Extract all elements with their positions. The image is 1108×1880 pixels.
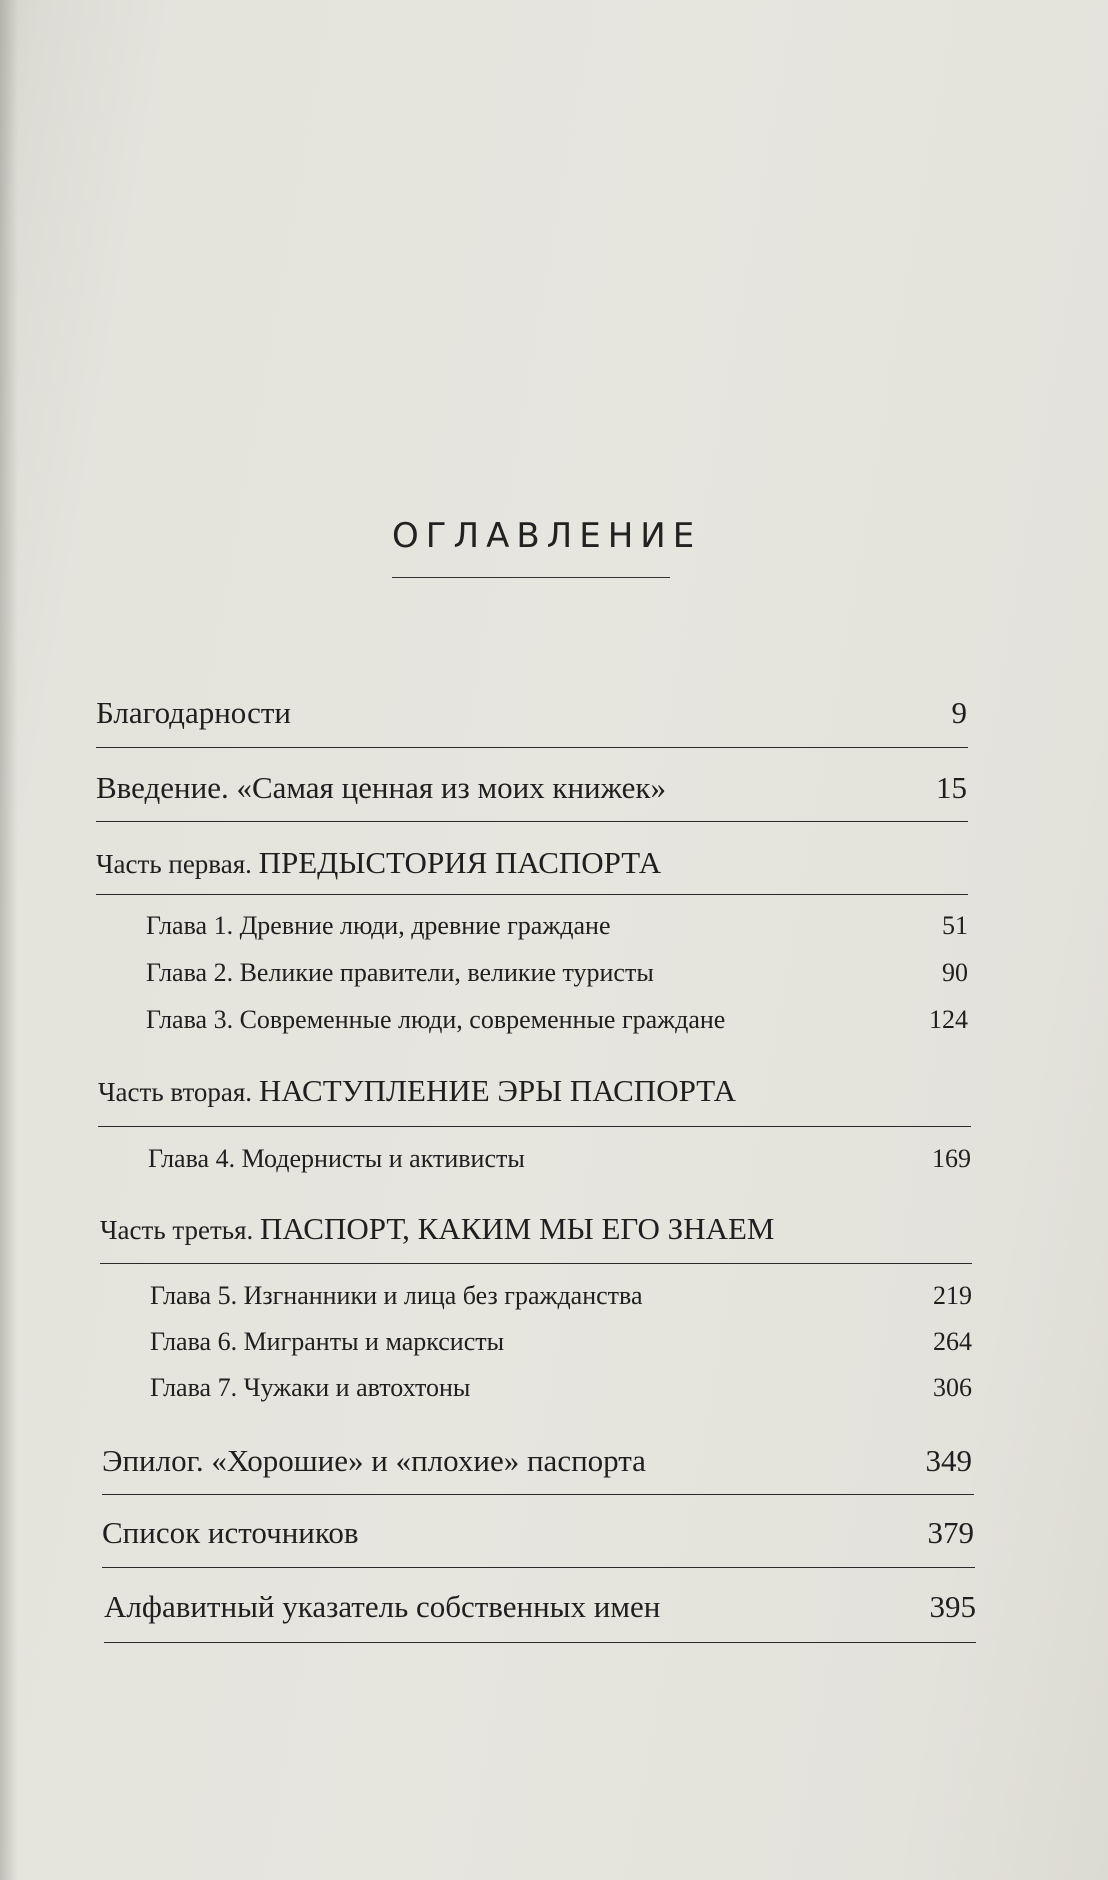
divider [98, 1126, 971, 1127]
toc-entry-title: Глава 6. Мигранты и марксисты [150, 1327, 505, 1356]
toc-part-heading-1 [96, 843, 967, 883]
toc-entry-chapter-5 [150, 1276, 972, 1316]
part-title: НАСТУПЛЕНИЕ ЭРЫ ПАСПОРТА [258, 1073, 736, 1108]
part-prefix: Часть вторая. [98, 1077, 259, 1107]
divider [96, 894, 968, 895]
divider [96, 821, 968, 822]
divider [100, 1263, 972, 1264]
part-prefix: Часть третья. [100, 1215, 261, 1245]
toc-entry-title: Глава 1. Древние люди, древние граждане [146, 911, 611, 940]
toc-entry-page: 219 [933, 1281, 972, 1310]
toc-entry-chapter-6 [150, 1322, 972, 1362]
toc-entry-title: Введение. «Самая ценная из моих книжек» [96, 770, 666, 805]
toc-entry-page: 15 [936, 770, 967, 805]
toc-entry-title: Благодарности [96, 695, 291, 730]
toc-entry-chapter-4 [148, 1139, 971, 1179]
toc-entry-page: 90 [942, 958, 968, 987]
toc-entry-chapter-3 [146, 1000, 968, 1040]
toc-entry-introduction [96, 768, 967, 808]
toc-entry-title: Эпилог. «Хорошие» и «плохие» паспорта [102, 1443, 646, 1478]
toc-entry-title: Глава 4. Модернисты и активисты [148, 1144, 525, 1173]
toc-entry-title: Алфавитный указатель собственных имен [104, 1589, 661, 1624]
divider [102, 1494, 974, 1495]
toc-entry-title: Глава 3. Современные люди, современные граждане [146, 1005, 726, 1034]
title-underline [392, 577, 670, 578]
toc-entry-page: 169 [932, 1144, 971, 1173]
toc-entry-chapter-2 [146, 953, 968, 993]
toc-entry-page: 124 [929, 1005, 968, 1034]
divider [96, 747, 968, 748]
toc-entry-page: 349 [925, 1443, 972, 1478]
page-edge-shadow [0, 0, 18, 1880]
toc-entry-title: Список источников [102, 1515, 359, 1550]
toc-entry-page: 51 [942, 911, 968, 940]
toc-entry-title: Глава 5. Изгнанники и лица без гражданства [150, 1281, 643, 1310]
toc-entry-title: Глава 2. Великие правители, великие туристы [146, 958, 654, 987]
part-title: ПАСПОРТ, КАКИМ МЫ ЕГО ЗНАЕМ [260, 1211, 775, 1246]
toc-entry-page: 264 [933, 1327, 972, 1356]
toc-entry-index [104, 1587, 976, 1627]
part-title: ПРЕДЫСТОРИЯ ПАСПОРТА [258, 845, 662, 880]
toc-entry-page: 395 [929, 1589, 976, 1624]
part-prefix: Часть первая. [96, 849, 259, 879]
toc-entry-chapter-1 [146, 906, 968, 946]
toc-part-heading-2 [98, 1071, 970, 1111]
toc-part-heading-3 [100, 1209, 972, 1249]
toc-entry-page: 379 [927, 1515, 974, 1550]
toc-entry-page: 9 [951, 695, 967, 730]
divider [102, 1567, 975, 1568]
toc-entry-epilogue [102, 1441, 972, 1481]
toc-entry-title: Глава 7. Чужаки и автохтоны [150, 1373, 471, 1402]
toc-entry-sources [102, 1513, 974, 1553]
toc-entry-page: 306 [933, 1373, 972, 1402]
toc-entry-chapter-7 [150, 1368, 972, 1408]
page-title: ОГЛАВЛЕНИЕ [392, 516, 702, 556]
divider [104, 1642, 976, 1643]
toc-entry-acknowledgements [96, 693, 967, 733]
